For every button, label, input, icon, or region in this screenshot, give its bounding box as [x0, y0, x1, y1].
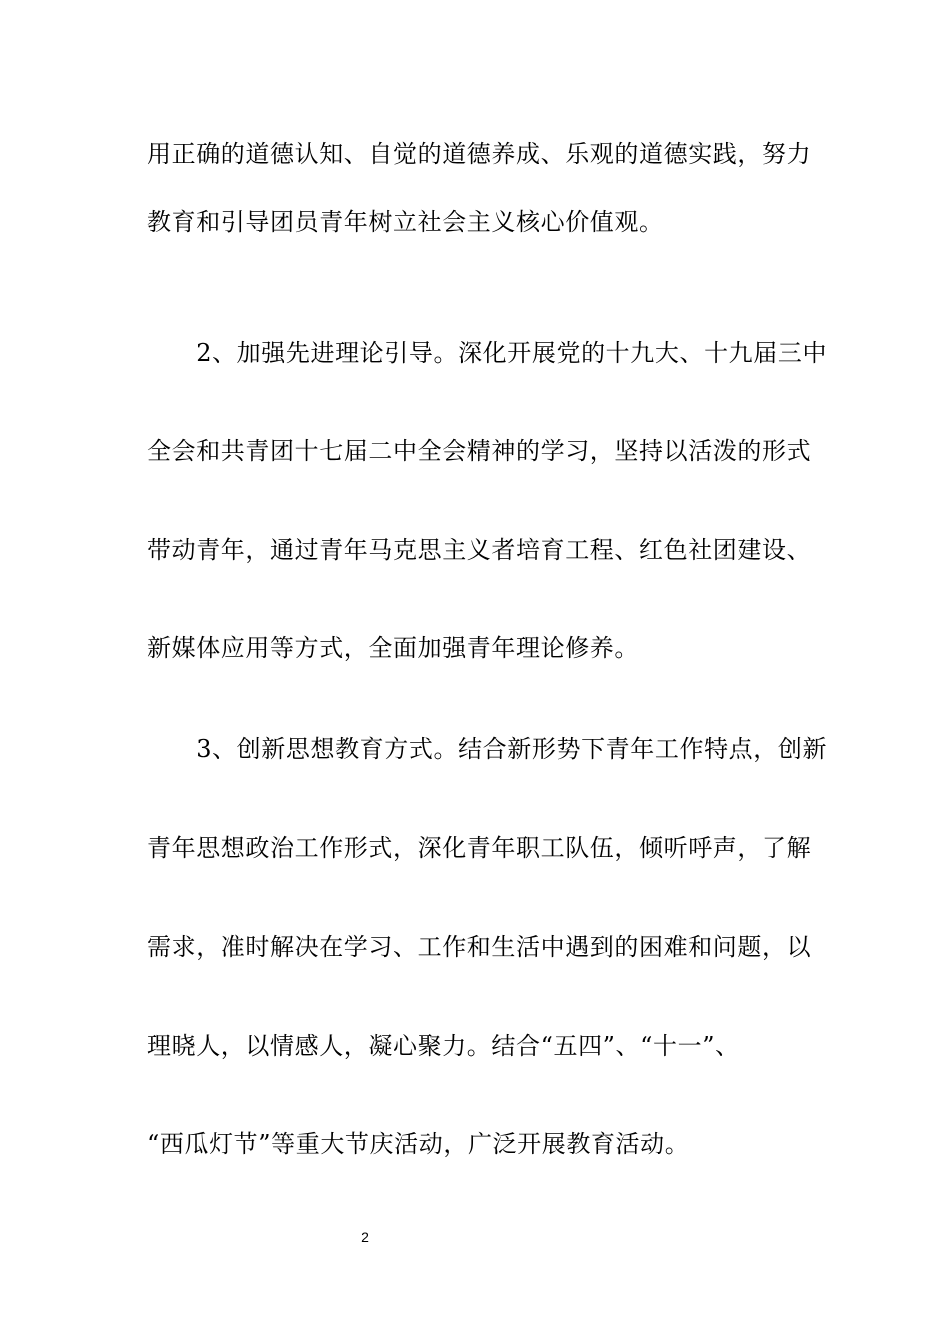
body-text-line: 2、加强先进理论引导。深化开展党的十九大、十九届三中: [147, 339, 828, 367]
body-text-line: 全会和共青团十七届二中全会精神的学习，坚持以活泼的形式: [147, 437, 812, 465]
page-number: 2: [361, 1229, 369, 1245]
body-text-line: 3、创新思想教育方式。结合新形势下青年工作特点，创新: [147, 735, 828, 763]
body-text-line: 教育和引导团员青年树立社会主义核心价值观。: [147, 208, 664, 236]
body-text-line: 用正确的道德认知、自觉的道德养成、乐观的道德实践，努力: [147, 140, 812, 168]
body-text-line: 需求，准时解决在学习、工作和生活中遇到的困难和问题，以: [147, 933, 812, 961]
body-text-line: 青年思想政治工作形式，深化青年职工队伍，倾听呼声，了解: [147, 834, 812, 862]
body-text-line: 带动青年，通过青年马克思主义者培育工程、红色社团建设、: [147, 536, 812, 564]
body-text-line: 新媒体应用等方式，全面加强青年理论修养。: [147, 634, 639, 662]
body-text-line: 理晓人，以情感人，凝心聚力。结合“五四”、“十一”、: [147, 1032, 740, 1060]
body-text-line: “西瓜灯节”等重大节庆活动，广泛开展教育活动。: [147, 1130, 690, 1158]
